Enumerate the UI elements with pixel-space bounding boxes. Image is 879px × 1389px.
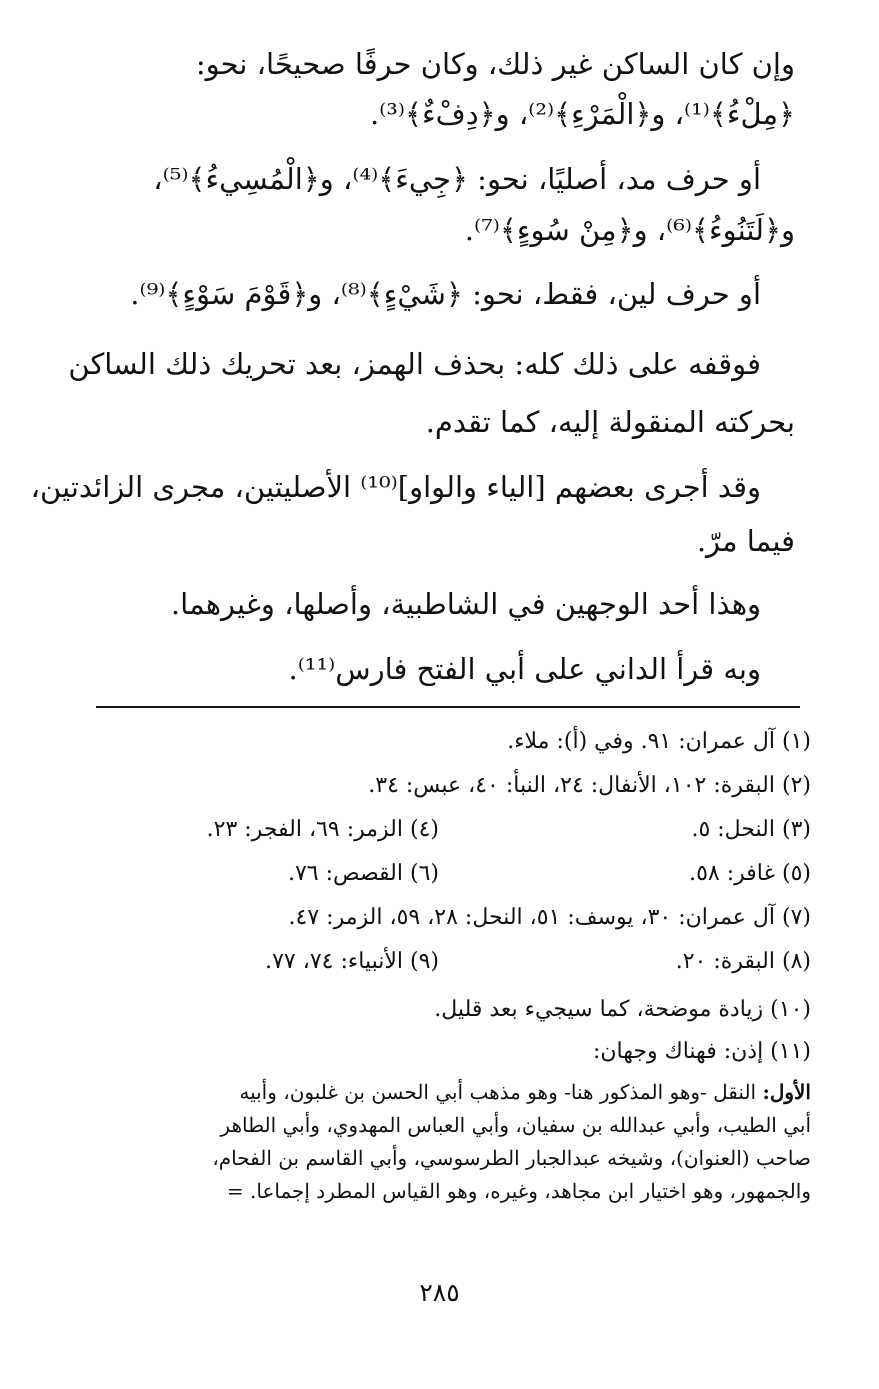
footnote-5: (٥) غافر: ٥٨. (689, 861, 811, 886)
text-line-5: أو حرف لين، فقط، نحو: ﴿شَيْءٍ﴾⁽⁸⁾، و﴿قَوْمَ سَوْءٍ﴾⁽⁹⁾. (130, 277, 761, 311)
text-line-11: وبه قرأ الداني على أبي الفتح فارس⁽¹¹⁾. (288, 652, 761, 686)
text-line-2: ﴿مِلْءُ﴾⁽¹⁾، و﴿الْمَرْءِ﴾⁽²⁾، و﴿دِفْءٌ﴾⁽³⁾. (369, 97, 795, 131)
footnote-11: (١١) إذن: فهناك وجهان: (592, 1039, 811, 1064)
text-line-9: فيما مرّ. (696, 524, 795, 558)
text-line-4: و﴿لَتَنُوءُ﴾⁽⁶⁾، و﴿مِنْ سُوءٍ﴾⁽⁷⁾. (464, 213, 795, 247)
text-line-1: وإن كان الساكن غير ذلك، وكان حرفًا صحيحًا، نحو: (195, 47, 795, 81)
text-line-7: بحركته المنقولة إليه، كما تقدم. (425, 405, 795, 439)
page-number: ٢٨٥ (419, 1278, 460, 1307)
note-line-4: والجمهور، وهو اختيار ابن مجاهد، وغيره، وهو القياس المطرد إجماعا. = (226, 1179, 811, 1203)
footnote-6: (٦) القصص: ٧٦. (287, 861, 439, 886)
footnote-4: (٤) الزمر: ٦٩، الفجر: ٢٣. (206, 817, 439, 842)
footnote-8: (٨) البقرة: ٢٠. (675, 949, 811, 974)
footnote-9: (٩) الأنبياء: ٧٤، ٧٧. (265, 949, 439, 974)
footnote-1: (١) آل عمران: ٩١. وفي (أ): ملاء. (507, 729, 811, 754)
note-line-2: أبي الطيب، وأبي عبدالله بن سفيان، وأبي العباس المهدوي، وأبي الطاهر (220, 1113, 811, 1137)
footnote-10: (١٠) زيادة موضحة، كما سيجيء بعد قليل. (434, 997, 811, 1022)
text-line-10: وهذا أحد الوجهين في الشاطبية، وأصلها، وغيرهما. (170, 587, 761, 621)
note-line-3: صاحب (العنوان)، وشيخه عبدالجبار الطرسوسي، وأبي القاسم بن الفحام، (212, 1146, 811, 1170)
text-line-3: أو حرف مد، أصليًا، نحو: ﴿جِيءَ﴾⁽⁴⁾، و﴿الْمُسِيءُ﴾⁽⁵⁾، (153, 162, 761, 196)
footnote-divider (96, 706, 800, 708)
text-line-6: فوقفه على ذلك كله: بحذف الهمز، بعد تحريك ذلك الساكن (68, 347, 761, 381)
text-line-8: وقد أجرى بعضهم [الياء والواو]⁽¹⁰⁾ الأصليتين، مجرى الزائدتين، (30, 470, 761, 504)
note-line-1-text: النقل -وهو المذكور هنا- وهو مذهب أبي الحسن بن غلبون، وأبيه (239, 1080, 757, 1104)
footnote-7: (٧) آل عمران: ٣٠، يوسف: ٥١، النحل: ٢٨، ٥٩، الزمر: ٤٧. (288, 905, 811, 930)
note-lead: الأول: (762, 1080, 811, 1104)
note-line-1 (51, 1076, 811, 1109)
footnote-2: (٢) البقرة: ١٠٢، الأنفال: ٢٤، النبأ: ٤٠، عبس: ٣٤. (368, 773, 811, 798)
footnote-3: (٣) النحل: ٥. (691, 817, 811, 842)
